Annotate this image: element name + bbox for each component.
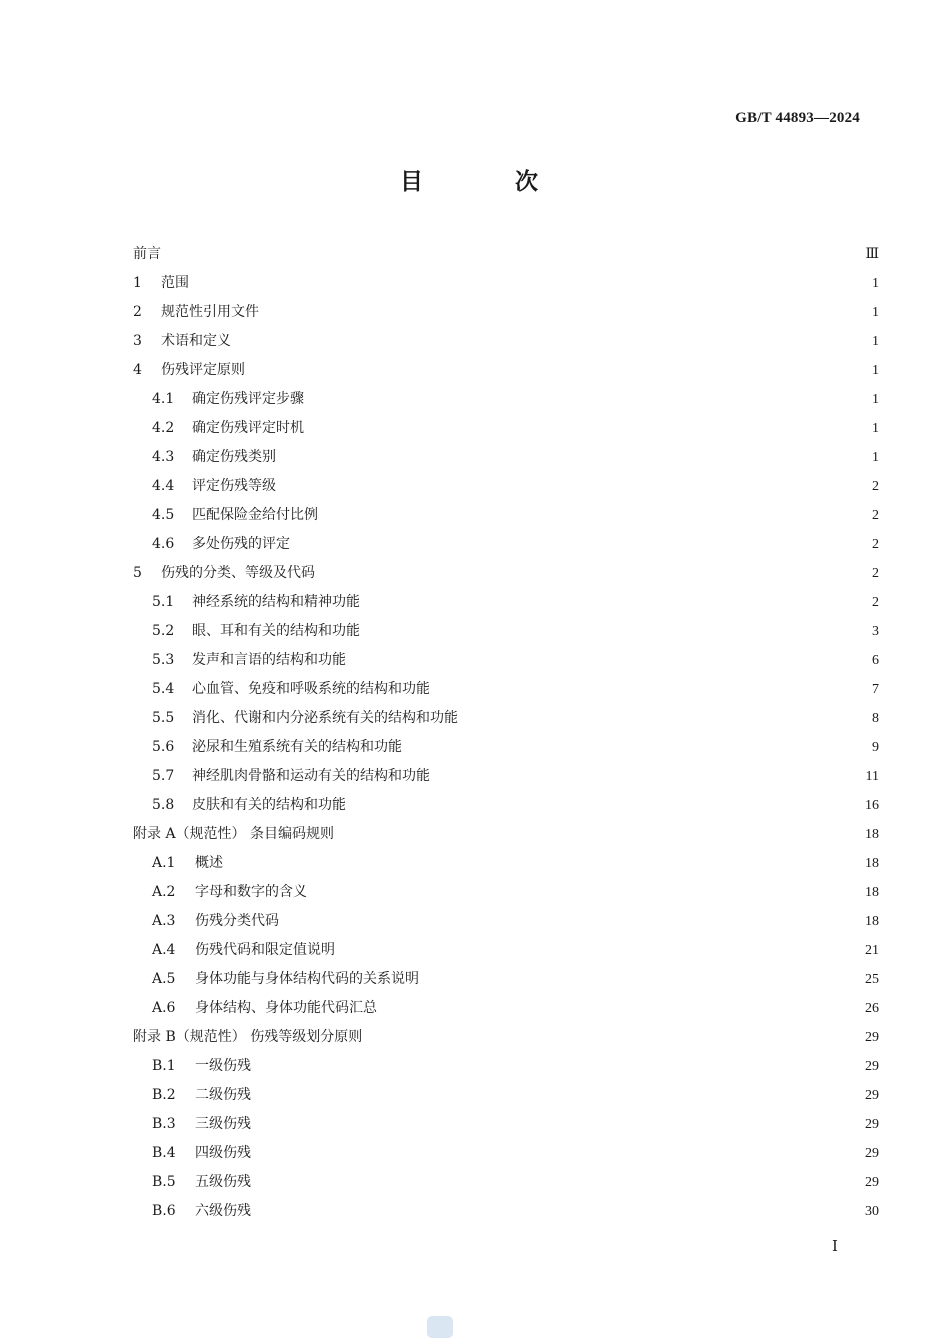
toc-entry-label: 概述 <box>195 855 223 871</box>
toc-entry-label: 三级伤残 <box>195 1116 251 1132</box>
dot-leader <box>199 277 851 291</box>
toc-entry[interactable] <box>133 240 879 269</box>
toc-entry-label: 规范性引用文件 <box>161 304 259 320</box>
toc-entry-label: 字母和数字的含义 <box>195 884 307 900</box>
toc-entry-number: 4.3 <box>152 449 175 465</box>
toc-entry-page: 6 <box>872 653 879 668</box>
toc-entry[interactable] <box>133 327 879 356</box>
toc-entry-page: 1 <box>872 305 879 320</box>
toc-entry-label: 确定伤残评定步骤 <box>192 391 304 407</box>
toc-entry-page: 18 <box>865 885 879 900</box>
toc-entry-page: 1 <box>872 450 879 465</box>
toc-entry[interactable] <box>133 588 879 617</box>
toc-entry[interactable] <box>133 849 879 878</box>
toc-entry-page: 1 <box>872 392 879 407</box>
toc-entry-page: 16 <box>865 798 879 813</box>
toc-entry-number: A.2 <box>152 884 176 900</box>
toc-entry-number: 5.8 <box>152 797 175 813</box>
dot-leader <box>261 1176 851 1190</box>
toc-entry-label: 神经肌肉骨骼和运动有关的结构和功能 <box>192 768 430 784</box>
toc-entry-number: 5.7 <box>152 768 175 784</box>
toc-entry-label: 伤残分类代码 <box>195 913 279 929</box>
dot-leader <box>328 509 851 523</box>
toc-entry-number: B.6 <box>152 1203 176 1219</box>
toc-entry[interactable] <box>133 675 879 704</box>
dot-leader <box>289 915 851 929</box>
toc-entry[interactable] <box>133 443 879 472</box>
dot-leader <box>356 654 851 668</box>
toc-entry-page: 29 <box>865 1059 879 1074</box>
toc-entry[interactable] <box>133 269 879 298</box>
toc-entry[interactable] <box>133 298 879 327</box>
toc-entry-number: 4.2 <box>152 420 175 436</box>
toc-entry-label: 伤残代码和限定值说明 <box>195 942 335 958</box>
toc-entry-label: 皮肤和有关的结构和功能 <box>192 797 346 813</box>
toc-entry-label: 泌尿和生殖系统有关的结构和功能 <box>192 739 402 755</box>
table-of-contents <box>133 240 879 1226</box>
toc-entry[interactable] <box>133 1052 879 1081</box>
toc-entry-page: 2 <box>872 566 879 581</box>
dot-leader <box>171 248 851 262</box>
toc-entry-page: 3 <box>872 624 879 639</box>
toc-entry-page: 1 <box>872 421 879 436</box>
toc-entry-page: 8 <box>872 711 879 726</box>
dot-leader <box>325 567 851 581</box>
toc-entry-label: 范围 <box>161 275 189 291</box>
toc-entry-label: 附录 B（规范性） 伤残等级划分原则 <box>133 1029 363 1045</box>
toc-entry-label: 四级伤残 <box>195 1145 251 1161</box>
toc-entry[interactable] <box>133 733 879 762</box>
toc-entry[interactable] <box>133 878 879 907</box>
toc-entry-label: 神经系统的结构和精神功能 <box>192 594 360 610</box>
toc-entry-label: 匹配保险金给付比例 <box>192 507 318 523</box>
dot-leader <box>370 625 851 639</box>
toc-entry-page: 29 <box>865 1117 879 1132</box>
toc-entry[interactable] <box>133 356 879 385</box>
toc-entry[interactable] <box>133 617 879 646</box>
toc-entry-page: 1 <box>872 363 879 378</box>
toc-entry-number: B.2 <box>152 1087 176 1103</box>
dot-leader <box>372 1031 851 1045</box>
toc-entry[interactable] <box>133 385 879 414</box>
toc-entry-number: 5.6 <box>152 739 175 755</box>
toc-entry-number: B.3 <box>152 1116 176 1132</box>
dot-leader <box>356 799 851 813</box>
toc-entry-number: A.6 <box>152 1000 176 1016</box>
toc-entry-page: Ⅲ <box>865 247 879 262</box>
toc-entry-number: 5.1 <box>152 594 175 610</box>
toc-entry-number: B.5 <box>152 1174 176 1190</box>
watermark-logo-icon <box>427 1316 453 1338</box>
toc-entry-page: 26 <box>865 1001 879 1016</box>
toc-entry[interactable] <box>133 472 879 501</box>
toc-entry-number: B.1 <box>152 1058 176 1074</box>
toc-entry[interactable] <box>133 530 879 559</box>
toc-entry-page: 9 <box>872 740 879 755</box>
toc-entry-number: 5 <box>133 565 142 581</box>
toc-entry-label: 评定伤残等级 <box>192 478 276 494</box>
dot-leader <box>261 1205 851 1219</box>
dot-leader <box>429 973 851 987</box>
dot-leader <box>286 480 851 494</box>
toc-entry-number: 1 <box>133 275 142 291</box>
dot-leader <box>314 422 851 436</box>
toc-entry-label: 术语和定义 <box>161 333 231 349</box>
toc-entry-number: A.3 <box>152 913 176 929</box>
dot-leader <box>314 393 851 407</box>
toc-entry-label: 五级伤残 <box>195 1174 251 1190</box>
toc-entry-label: 一级伤残 <box>195 1058 251 1074</box>
toc-entry-number: A.1 <box>152 855 176 871</box>
toc-entry-label: 六级伤残 <box>195 1203 251 1219</box>
toc-title: 目 次 <box>399 169 580 195</box>
toc-entry[interactable] <box>133 646 879 675</box>
toc-entry[interactable] <box>133 1139 879 1168</box>
toc-entry[interactable] <box>133 1023 879 1052</box>
toc-entry-number: 5.2 <box>152 623 175 639</box>
toc-entry-label: 伤残评定原则 <box>161 362 245 378</box>
toc-entry-label: 身体结构、身体功能代码汇总 <box>195 1000 377 1016</box>
dot-leader <box>412 741 851 755</box>
toc-entry-number: B.4 <box>152 1145 176 1161</box>
dot-leader <box>468 712 851 726</box>
toc-entry-label: 心血管、免疫和呼吸系统的结构和功能 <box>192 681 430 697</box>
dot-leader <box>370 596 851 610</box>
toc-entry-label: 眼、耳和有关的结构和功能 <box>192 623 360 639</box>
toc-entry-number: 3 <box>133 333 142 349</box>
toc-entry-number: 4.5 <box>152 507 175 523</box>
dot-leader <box>261 1118 851 1132</box>
toc-entry[interactable] <box>133 907 879 936</box>
toc-entry-label: 确定伤残评定时机 <box>192 420 304 436</box>
toc-entry-label: 伤残的分类、等级及代码 <box>161 565 315 581</box>
toc-entry[interactable] <box>133 936 879 965</box>
toc-entry-label: 发声和言语的结构和功能 <box>192 652 346 668</box>
toc-entry-number: 5.5 <box>152 710 175 726</box>
toc-entry-number: 2 <box>133 304 142 320</box>
toc-entry-page: 29 <box>865 1030 879 1045</box>
toc-entry-label: 确定伤残类别 <box>192 449 276 465</box>
toc-entry-label: 前言 <box>133 246 161 262</box>
toc-entry-label: 消化、代谢和内分泌系统有关的结构和功能 <box>192 710 458 726</box>
toc-entry-label: 多处伤残的评定 <box>192 536 290 552</box>
toc-entry[interactable] <box>133 791 879 820</box>
toc-entry-number: 4.4 <box>152 478 175 494</box>
toc-entry-page: 30 <box>865 1204 879 1219</box>
dot-leader <box>261 1060 851 1074</box>
dot-leader <box>255 364 851 378</box>
toc-entry[interactable] <box>133 559 879 588</box>
dot-leader <box>269 306 851 320</box>
toc-entry-number: 5.3 <box>152 652 175 668</box>
toc-entry-number: A.5 <box>152 971 176 987</box>
toc-entry-label: 附录 A（规范性） 条目编码规则 <box>133 826 335 842</box>
toc-entry-page: 29 <box>865 1175 879 1190</box>
toc-entry[interactable] <box>133 1081 879 1110</box>
toc-entry-number: 4.6 <box>152 536 175 552</box>
toc-entry[interactable] <box>133 820 879 849</box>
toc-entry[interactable] <box>133 1168 879 1197</box>
toc-entry-number: 4.1 <box>152 391 175 407</box>
dot-leader <box>317 886 851 900</box>
toc-entry[interactable] <box>133 994 879 1023</box>
toc-entry[interactable] <box>133 414 879 443</box>
page-number: Ⅰ <box>832 1239 838 1255</box>
dot-leader <box>241 335 851 349</box>
toc-entry-number: 4 <box>133 362 142 378</box>
toc-entry-page: 21 <box>865 943 879 958</box>
dot-leader <box>286 451 851 465</box>
dot-leader <box>345 944 851 958</box>
dot-leader <box>300 538 851 552</box>
toc-entry[interactable] <box>133 762 879 791</box>
standard-code: GB/T 44893—2024 <box>735 110 860 126</box>
dot-leader <box>387 1002 851 1016</box>
toc-entry-page: 18 <box>865 856 879 871</box>
toc-entry-page: 2 <box>872 508 879 523</box>
toc-entry-label: 二级伤残 <box>195 1087 251 1103</box>
toc-entry-page: 18 <box>865 914 879 929</box>
toc-entry-page: 25 <box>865 972 879 987</box>
toc-entry-page: 29 <box>865 1146 879 1161</box>
toc-entry-page: 11 <box>865 769 879 784</box>
toc-entry[interactable] <box>133 965 879 994</box>
dot-leader <box>344 828 851 842</box>
toc-entry-page: 1 <box>872 334 879 349</box>
toc-entry-page: 18 <box>865 827 879 842</box>
toc-entry-page: 29 <box>865 1088 879 1103</box>
toc-entry[interactable] <box>133 501 879 530</box>
toc-entry-label: 身体功能与身体结构代码的关系说明 <box>195 971 419 987</box>
toc-entry-page: 2 <box>872 537 879 552</box>
dot-leader <box>261 1147 851 1161</box>
toc-entry-page: 2 <box>872 595 879 610</box>
dot-leader <box>440 683 851 697</box>
toc-entry[interactable] <box>133 1110 879 1139</box>
dot-leader <box>440 770 851 784</box>
dot-leader <box>261 1089 851 1103</box>
dot-leader <box>233 857 851 871</box>
toc-entry[interactable] <box>133 704 879 733</box>
toc-entry-number: A.4 <box>152 942 176 958</box>
toc-entry-page: 2 <box>872 479 879 494</box>
toc-entry-page: 7 <box>872 682 879 697</box>
toc-entry-number: 5.4 <box>152 681 175 697</box>
toc-entry-page: 1 <box>872 276 879 291</box>
toc-entry[interactable] <box>133 1197 879 1226</box>
